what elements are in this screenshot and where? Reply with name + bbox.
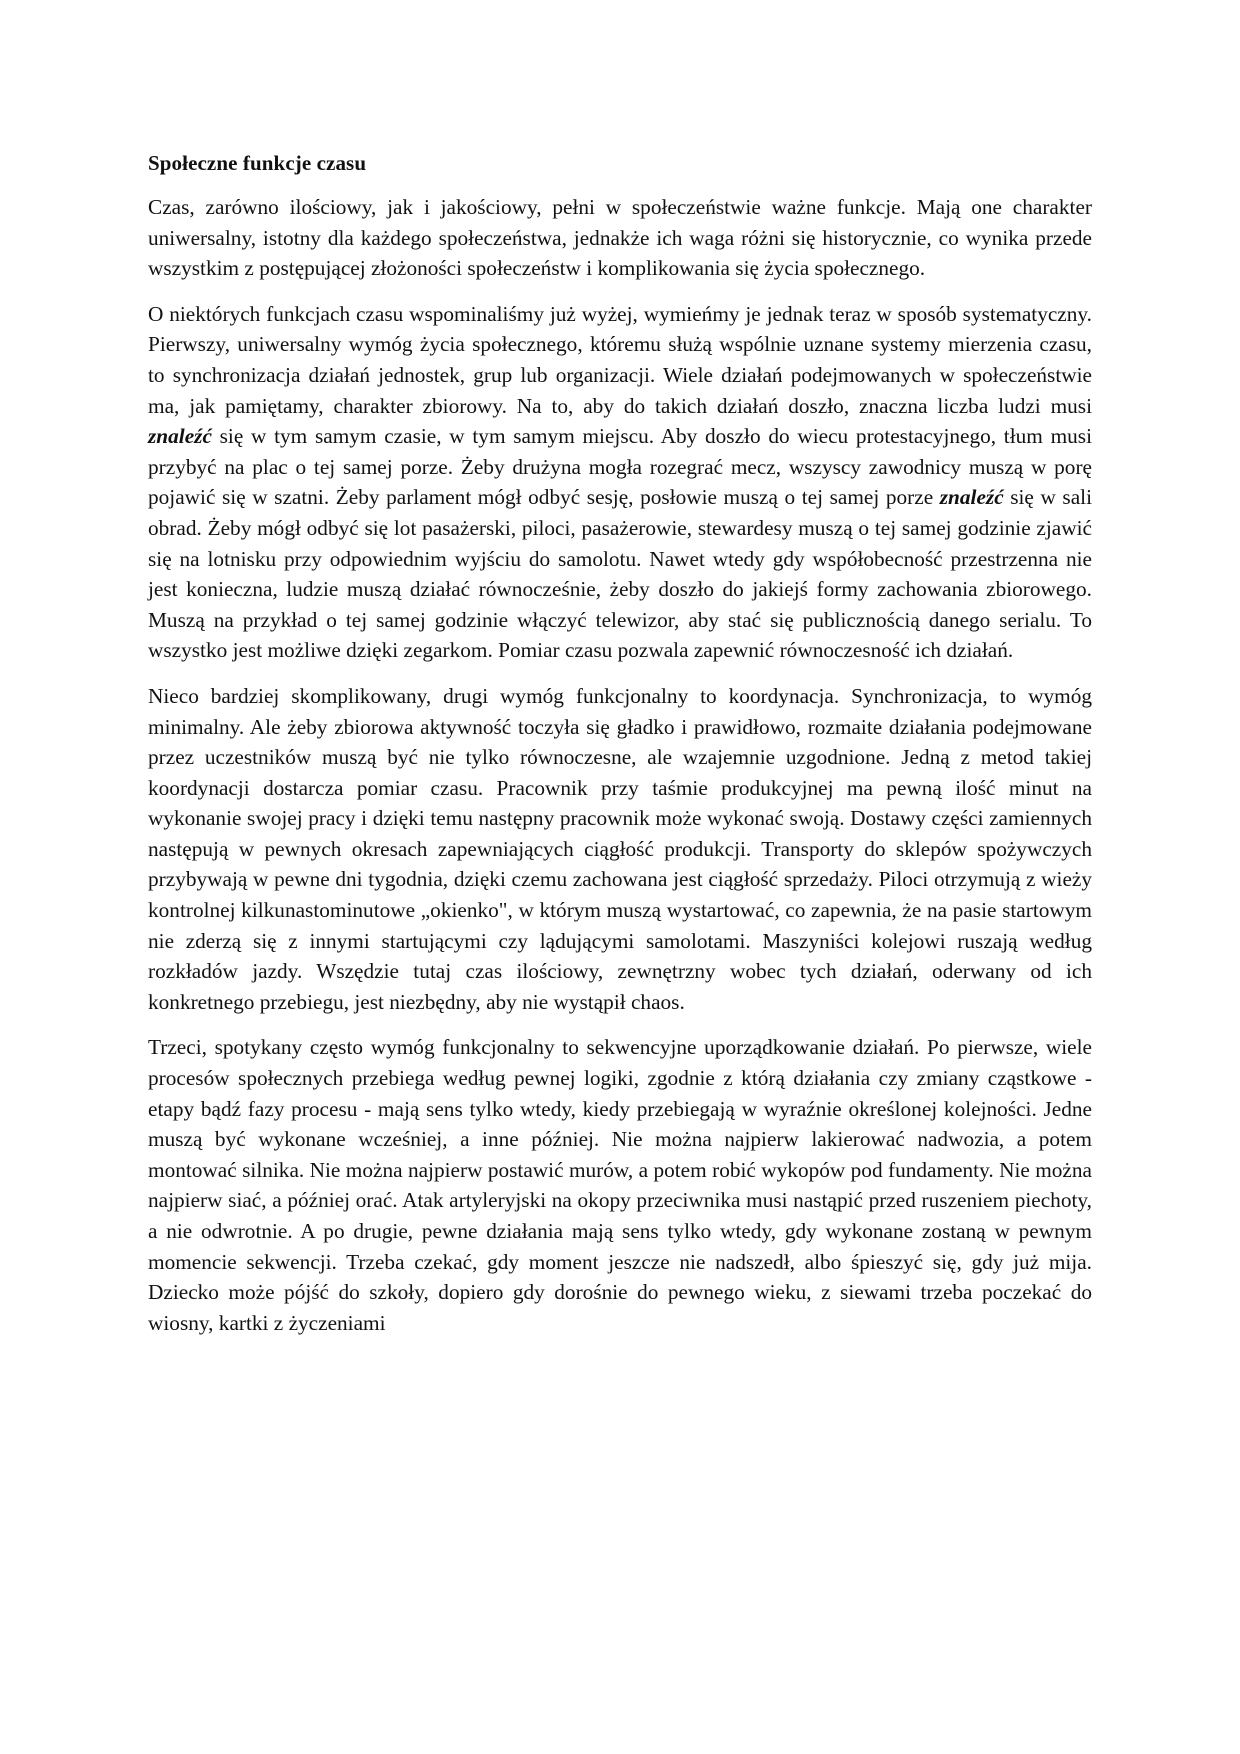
- paragraph-text: Nieco bardziej skomplikowany, drugi wymóg funkcjonalny to koordynacja. Synchronizacja, to wymóg minimalny. Ale żeby zbiorowa aktywność toczyła się gładko i prawidłowo, rozmaite działania podejmowane przez uczestników muszą być nie tylko równoczesne, ale wzajemnie uzgodnione. Jedną z metod takiej koordynacji dostarcza pomiar czasu. Pracownik przy taśmie produkcyjnej ma pewną ilość minut na wykonanie swojej pracy i dzięki temu następny pracownik może wykonać swoją. Dostawy części zamiennych następują w pewnych okresach zapewniających ciągłość produkcji. Transporty do sklepów spożywczych przybywają w pewne dni tygodnia, dzięki czemu zachowana jest ciągłość sprzedaży. Piloci otrzymują z wieży kontrolnej kilkunastominutowe „okienko", w którym muszą wystartować, co zapewnia, że na pasie startowym nie zderzą się z innymi startującymi czy lądującymi samolotami. Maszyniści kolejowi ruszają według rozkładów jazdy. Wszędzie tutaj czas ilościowy, zewnętrzny wobec tych działań, oderwany od ich konkretnego przebiegu, jest niezbędny, aby nie wystąpił chaos.: [148, 683, 1092, 1014]
- paragraph-3: [148, 681, 1092, 1018]
- document-title: Społeczne funkcje czasu: [148, 151, 367, 175]
- paragraph-text: Trzeci, spotykany często wymóg funkcjonalny to sekwencyjne uporządkowanie działań. Po pierwsze, wiele procesów społecznych przebiega według pewnej logiki, zgodnie z którą działania czy zmiany cząstkowe - etapy bądź fazy procesu - mają sens tylko wtedy, kiedy przebiegają w wyraźnie określonej kolejności. Jedne muszą być wykonane wcześniej, a inne później. Nie można najpierw lakierować nadwozia, a potem montować silnika. Nie można najpierw postawić murów, a potem robić wykopów pod fundamenty. Nie można najpierw siać, a później orać. Atak artyleryjski na okopy przeciwnika musi nastąpić przed ruszeniem piechoty, a nie odwrotnie. A po drugie, pewne działania mają sens tylko wtedy, gdy wykonane zostaną w pewnym momencie sekwencji. Trzeba czekać, gdy moment jeszcze nie nadszedł, albo śpieszyć się, gdy już mija. Dziecko może pójść do szkoły, dopiero gdy dorośnie do pewnego wieku, z siewami trzeba poczekać do wiosny, kartki z życzeniami: [148, 1035, 1092, 1335]
- document-page: [148, 148, 1092, 1353]
- paragraph-2: [148, 299, 1092, 666]
- paragraph-text: się w sali obrad. Żeby mógł odbyć się lot pasażerski, piloci, pasażerowie, stewardesy muszą o tej samej godzinie zjawić się na lotnisku przy odpowiednim wyjściu do samolotu. Nawet wtedy gdy współobecność przestrzenna nie jest konieczna, ludzie muszą działać równocześnie, żeby doszło do jakiejś formy zachowania zbiorowego. Muszą na przykład o tej samej godzinie włączyć telewizor, aby stać się publicznością danego serialu. To wszystko jest możliwe dzięki zegarkom. Pomiar czasu pozwala zapewnić równoczesność ich działań.: [148, 485, 1092, 663]
- paragraph-text: Czas, zarówno ilościowy, jak i jakościowy, pełni w społeczeństwie ważne funkcje. Mają one charakter uniwersalny, istotny dla każdego społeczeństwa, jednakże ich waga różni się historycznie, co wynika przede wszystkim z postępującej złożoności społeczeństw i komplikowania się życia społecznego.: [148, 195, 1092, 281]
- paragraph-text: się w tym samym czasie, w tym samym miejscu. Aby doszło do wiecu protestacyjnego, tłum musi przybyć na plac o tej samej porze. Żeby drużyna mogła rozegrać mecz, wszyscy zawodnicy muszą w porę pojawić się w szatni. Żeby parlament mógł odbyć sesję, posłowie muszą o tej samej porze: [148, 424, 1092, 510]
- paragraph-text: O niektórych funkcjach czasu wspominaliśmy już wyżej, wymieńmy je jednak teraz w sposób systematyczny. Pierwszy, uniwersalny wymóg życia społecznego, któremu służą wspólnie uznane systemy mierzenia czasu, to synchronizacja działań jednostek, grup lub organizacji. Wiele działań podejmowanych w społeczeństwie ma, jak pamiętamy, charakter zbiorowy. Na to, aby do takich działań doszło, znaczna liczba ludzi musi: [148, 301, 1092, 418]
- emphasized-word: znaleźć: [939, 485, 1004, 510]
- paragraph-4: [148, 1032, 1092, 1338]
- emphasized-word: znaleźć: [148, 424, 212, 449]
- paragraph-1: [148, 192, 1092, 284]
